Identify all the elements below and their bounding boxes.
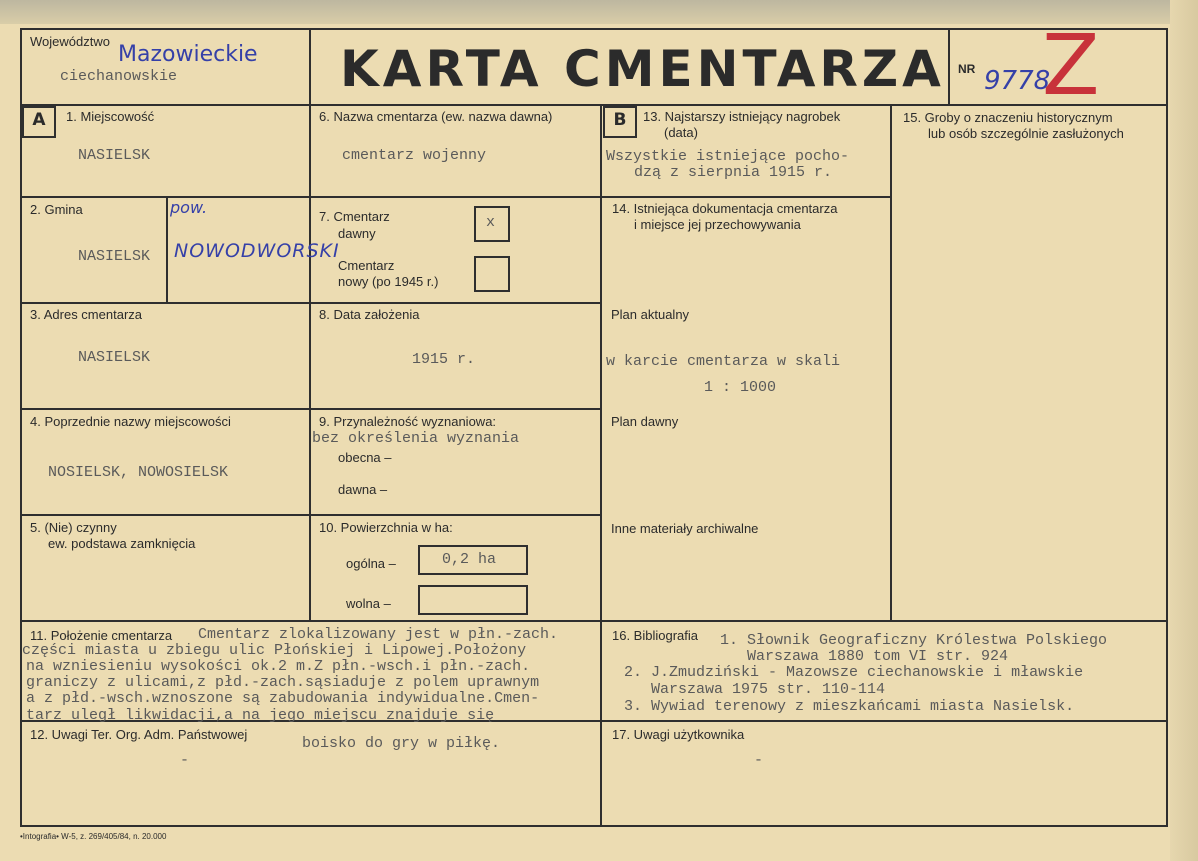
field-15-label-2: lub osób szczególnie zasłużonych [928, 126, 1124, 141]
header-nr-divider [948, 28, 950, 106]
field-10-wolna-box[interactable] [418, 585, 528, 615]
row-line-3 [20, 408, 601, 410]
field-4-label: 4. Poprzednie nazwy miejscowości [30, 414, 231, 429]
plan-dawny-label: Plan dawny [611, 414, 679, 429]
card-title: KARTA CMENTARZA [340, 40, 945, 98]
field-10-wolna-label: wolna – [346, 596, 391, 611]
field-16-line-2: Warszawa 1880 tom VI str. 924 [720, 648, 1009, 665]
row-line-4 [20, 514, 601, 516]
frame-bottom [20, 825, 1168, 827]
col1-divider [309, 28, 311, 622]
field-5-label-1: 5. (Nie) czynny [30, 520, 117, 535]
field-14-label-1: 14. Istniejąca dokumentacja cmentarza [612, 201, 838, 216]
field-14-label-2: i miejsce jej przechowywania [634, 217, 801, 232]
nr-label: NR [958, 62, 976, 76]
field-13-label-2: (data) [664, 125, 698, 140]
field-16-line-5: 3. Wywiad terenowy z mieszkańcami miasta Nasielsk. [624, 698, 1075, 715]
field-10-ogolna-label: ogólna – [346, 556, 396, 571]
field-2-value: NASIELSK [78, 248, 151, 265]
field-6-label: 6. Nazwa cmentarza (ew. nazwa dawna) [319, 109, 553, 124]
row-line-2 [20, 302, 601, 304]
plan-aktualny-value-2: 1 : 1000 [704, 379, 777, 396]
col2-divider [600, 104, 602, 826]
wojewodztwo-handwritten: Mazowieckie [118, 42, 258, 67]
field-4-value: NOSIELSK, NOWOSIELSK [48, 464, 229, 481]
col3-divider [890, 104, 892, 622]
field-2-handwritten-powiat: NOWODWORSKI [174, 240, 340, 262]
frame-top [20, 28, 1168, 30]
field-13-value-2: dzą z sierpnia 1915 r. [634, 164, 833, 181]
field-8-value: 1915 r. [412, 351, 476, 368]
frame-left [20, 28, 22, 827]
field-9-typed: bez określenia wyznania [312, 430, 520, 447]
plan-aktualny-value-1: w karcie cmentarza w skali [606, 353, 841, 370]
field-11-line-6: tarz uległ likwidacji,a na jego miejscu znajduje się [26, 707, 495, 724]
field-1-label: 1. Miejscowość [66, 109, 155, 124]
field-16-label: 16. Bibliografia [612, 628, 698, 643]
field-9-label: 9. Przynależność wyznaniowa: [319, 414, 497, 429]
field-7-nowy-label-2: nowy (po 1945 r.) [338, 274, 439, 289]
field-9-dawna: dawna – [338, 482, 388, 497]
field-13-value-1: Wszystkie istniejące pocho- [606, 148, 850, 165]
gmina-divider [166, 196, 168, 302]
printer-imprint: •Intografia• W-5, z. 269/405/84, n. 20.000 [20, 832, 167, 841]
field-11-line-3: na wzniesieniu wysokości ok.2 m.Z płn.-wsch.i płn.-zach. [26, 658, 531, 675]
field-1-value: NASIELSK [78, 147, 151, 164]
checkbox-dawny-mark: x [486, 214, 496, 231]
field-16-line-3: 2. J.Zmudziński - Mazowsze ciechanowskie i mławskie [624, 664, 1084, 681]
wojewodztwo-typed: ciechanowskie [60, 68, 178, 85]
field-16-line-4: Warszawa 1975 str. 110-114 [624, 681, 886, 698]
field-17-value: - [754, 752, 764, 769]
right-edge [1170, 0, 1198, 861]
nr-value: 9778 [984, 66, 1051, 96]
field-3-value: NASIELSK [78, 349, 151, 366]
section-a-box: A [22, 106, 56, 138]
plan-aktualny-label: Plan aktualny [611, 307, 690, 322]
field-11-line-2: części miasta u zbiegu ulic Płońskiej i Lipowej.Położony [22, 642, 527, 659]
field-10-ogolna-value: 0,2 ha [442, 551, 497, 568]
field-9-obecna: obecna – [338, 450, 392, 465]
field-17-label: 17. Uwagi użytkownika [612, 727, 745, 742]
field-8-label: 8. Data założenia [319, 307, 420, 322]
field-11-line-5: a z płd.-wsch.wznoszone są zabudowania indywidualne.Cmen- [26, 690, 540, 707]
row-line-1 [20, 196, 601, 198]
field-11-line-1: Cmentarz zlokalizowany jest w płn.-zach. [198, 626, 559, 643]
field-2-handwritten-pow: pow. [170, 198, 208, 217]
field-12-value: - [180, 752, 190, 769]
field-11-line-7: boisko do gry w piłkę. [302, 735, 501, 752]
field-10-label: 10. Powierzchnia w ha: [319, 520, 453, 535]
header-divider [20, 104, 1168, 106]
field-6-value: cmentarz wojenny [342, 147, 487, 164]
row-line-1b [601, 196, 891, 198]
field-7-nowy-label-1: Cmentarz [338, 258, 395, 273]
section-b-box: B [603, 106, 637, 138]
field-5-label-2: ew. podstawa zamknięcia [48, 536, 196, 551]
field-2-label: 2. Gmina [30, 202, 83, 217]
field-12-label: 12. Uwagi Ter. Org. Adm. Państwowej [30, 727, 248, 742]
field-15-label-1: 15. Groby o znaczeniu historycznym [903, 110, 1113, 125]
wojewodztwo-label: Województwo [30, 34, 110, 49]
field-16-line-1: 1. Słownik Geograficzny Królestwa Polskiego [720, 632, 1108, 649]
field-7-label-2: dawny [338, 226, 376, 241]
field-11-label: 11. Położenie cmentarza [30, 628, 173, 643]
row-line-5 [20, 620, 1168, 622]
frame-right [1166, 28, 1168, 827]
field-3-label: 3. Adres cmentarza [30, 307, 142, 322]
checkbox-nowy[interactable] [474, 256, 510, 292]
inne-materialy-label: Inne materiały archiwalne [611, 521, 759, 536]
field-11-line-4: graniczy z ulicami,z płd.-zach.sąsiaduje z polem uprawnym [26, 674, 540, 691]
field-7-label-1: 7. Cmentarz [319, 209, 390, 224]
z-mark: Z [1042, 16, 1100, 114]
field-13-label-1: 13. Najstarszy istniejący nagrobek [643, 109, 841, 124]
top-edge [0, 0, 1198, 24]
